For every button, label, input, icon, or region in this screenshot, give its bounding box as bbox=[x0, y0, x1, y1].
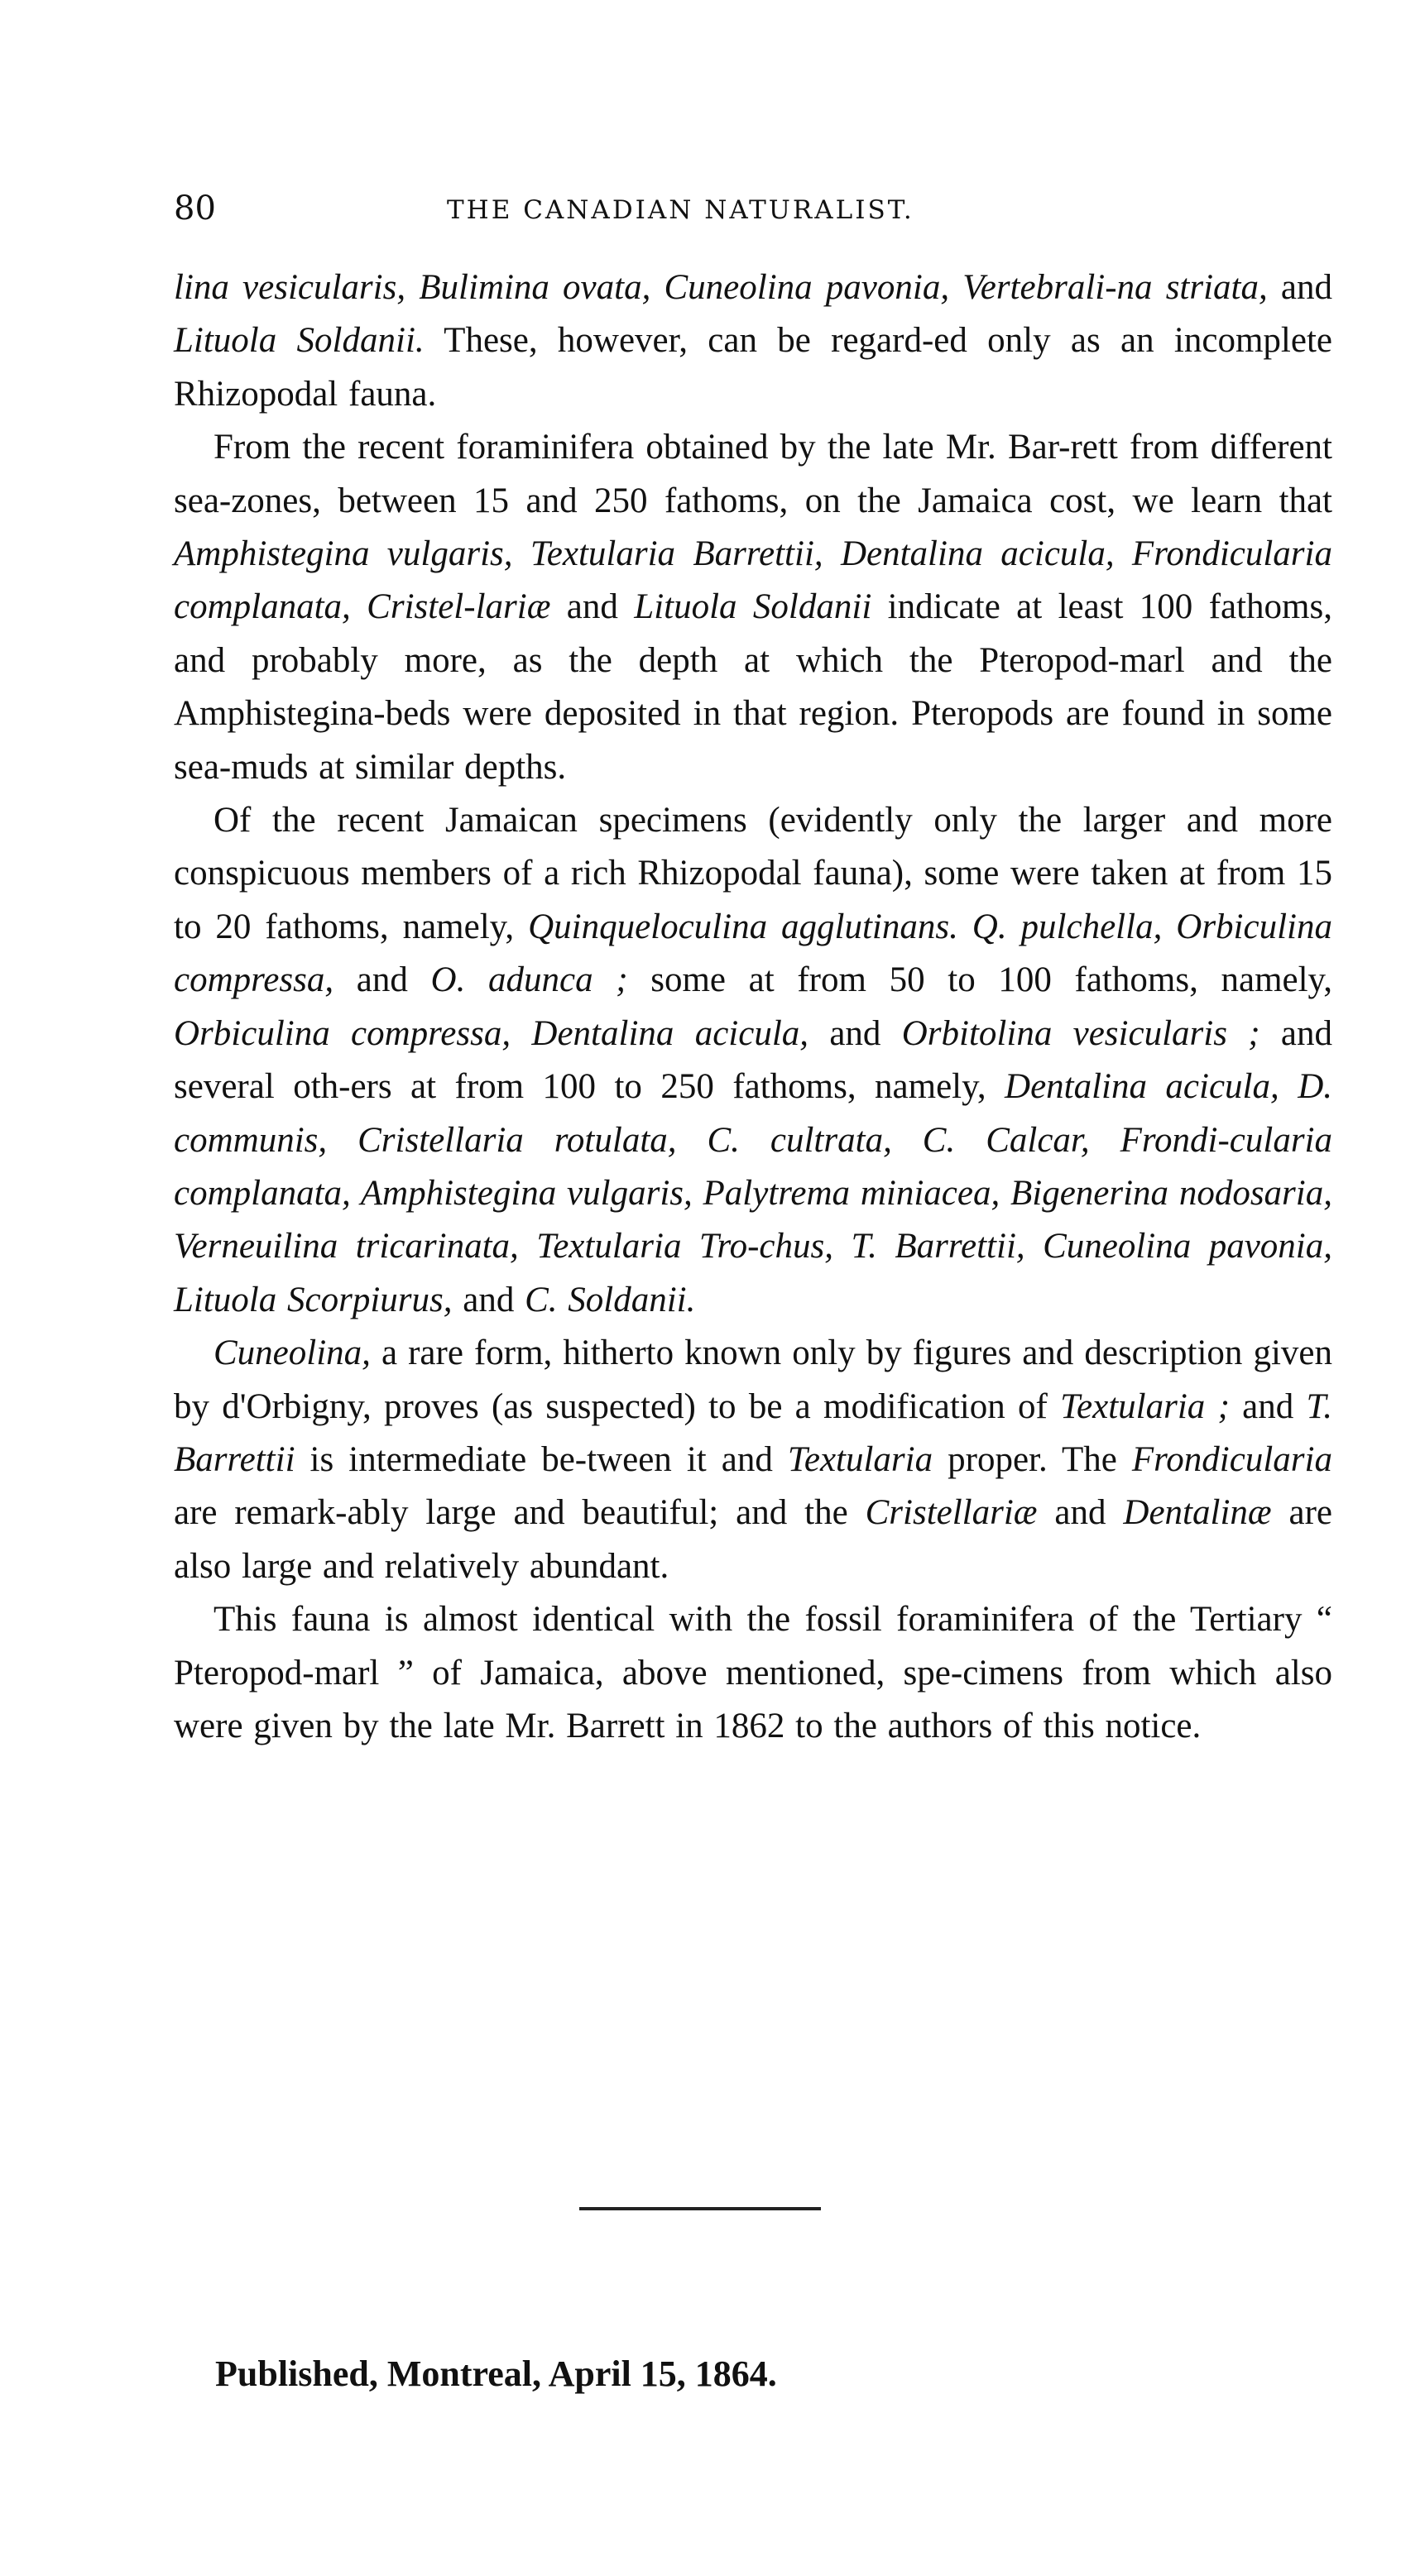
italic-taxon-text: Lituola Soldanii bbox=[634, 587, 872, 627]
text-segment: and bbox=[808, 1013, 902, 1053]
text-segment: a rare form, hitherto known only by figures and description given by d'Orbigny, proves (as suspected) to be a modification of bbox=[174, 1333, 1332, 1426]
page-number: 80 bbox=[174, 189, 216, 227]
text-segment: proper. The bbox=[933, 1439, 1132, 1479]
text-segment: is intermediate be-tween it and bbox=[295, 1439, 788, 1479]
text-segment: and bbox=[333, 960, 431, 1000]
italic-taxon-text: Orbiculina compressa, Dentalina acicula, bbox=[174, 1013, 809, 1053]
italic-taxon-text: Textularia bbox=[787, 1439, 933, 1479]
text-segment: and bbox=[550, 587, 635, 627]
italic-taxon-text: Dentalina acicula, D. communis, Cristellaria rotulata, C. cultrata, C. Calcar, Frondi-cularia complanata, Amphistegina vulgaris, Palytrema miniacea, Bigenerina nodosaria, Verneuilina tricarinata, Textularia Tro-chus, T. Barrettii, Cuneolina pavonia, Lituola Scorpiurus, bbox=[174, 1067, 1332, 1319]
journal-title: THE CANADIAN NATURALIST. bbox=[447, 195, 914, 225]
running-head bbox=[174, 184, 1332, 233]
text-segment: These, however, can be regard-ed only as an incomplete Rhizopodal fauna. bbox=[174, 321, 1332, 414]
italic-taxon-text: Frondicularia bbox=[1131, 1439, 1332, 1479]
text-segment: some at from 50 to 100 fathoms, namely, bbox=[627, 960, 1332, 1000]
italic-taxon-text: Cristellariæ bbox=[865, 1493, 1038, 1533]
text-segment: and bbox=[1037, 1493, 1124, 1533]
paragraph-jamaican-specimens bbox=[174, 794, 1332, 1327]
text-segment: are remark-ably large and beautiful; and the bbox=[174, 1493, 866, 1533]
italic-taxon-text: Quinqueloculina agglutinans. Q. pulchella, Orbiculina compressa, bbox=[174, 907, 1332, 1000]
italic-taxon-text: Lituola Soldanii. bbox=[174, 321, 425, 361]
italic-taxon-text: O. adunca ; bbox=[430, 960, 628, 1000]
italic-taxon-text: Dentalinæ bbox=[1123, 1493, 1272, 1533]
text-segment: From the recent foraminifera obtained by the late Mr. Bar-rett from different sea-zones, between 15 and 250 fathoms, on the Jamaica cost, we learn that bbox=[174, 428, 1332, 520]
text-segment: and several oth-ers at from 100 to 250 fathoms, namely, bbox=[174, 1013, 1332, 1107]
paragraph-species-list bbox=[174, 261, 1332, 421]
paragraph-cuneolina bbox=[174, 1327, 1332, 1593]
text-segment: and bbox=[452, 1280, 525, 1319]
text-segment: are also large and relatively abundant. bbox=[174, 1493, 1332, 1586]
italic-taxon-text: Textularia ; bbox=[1060, 1386, 1230, 1426]
body-text bbox=[174, 261, 1332, 1753]
section-rule bbox=[579, 2207, 821, 2210]
paragraph-barrett-foraminifera bbox=[174, 421, 1332, 794]
publication-line: Published, Montreal, April 15, 1864. bbox=[215, 2353, 777, 2394]
italic-taxon-text: Cuneolina, bbox=[214, 1333, 371, 1373]
italic-taxon-text: T. Barrettii bbox=[174, 1386, 1332, 1479]
italic-taxon-text: lina vesicularis, Bulimina ovata, Cuneolina pavonia, Vertebrali-na striata, bbox=[174, 268, 1268, 307]
text-segment: This fauna is almost identical with the fossil foraminifera of the Tertiary “ Pteropod-marl ” of Jamaica, above mentioned, spe-cimens from which also were given by the late Mr. Barrett in 1862 to the authors of this notice. bbox=[174, 1600, 1332, 1745]
text-segment: Of the recent Jamaican specimens (evidently only the larger and more conspicuous members of a rich Rhizopodal fauna), some were taken at from 15 to 20 fathoms, namely, bbox=[174, 801, 1332, 946]
text-segment: and bbox=[1229, 1386, 1307, 1426]
italic-taxon-text: Amphistegina vulgaris, Textularia Barrettii, Dentalina acicula, Frondicularia complanata, Cristel-lariæ bbox=[174, 534, 1332, 627]
text-segment: indicate at least 100 fathoms, and probably more, as the depth at which the Pteropod-marl and the Amphistegina-beds were deposited in that region. Pteropods are found in some sea-muds at similar depths. bbox=[174, 587, 1332, 787]
paragraph-tertiary-fauna bbox=[174, 1593, 1332, 1753]
italic-taxon-text: Orbitolina vesicularis ; bbox=[901, 1013, 1260, 1053]
text-segment: and bbox=[1267, 268, 1332, 307]
italic-taxon-text: C. Soldanii. bbox=[525, 1280, 696, 1319]
